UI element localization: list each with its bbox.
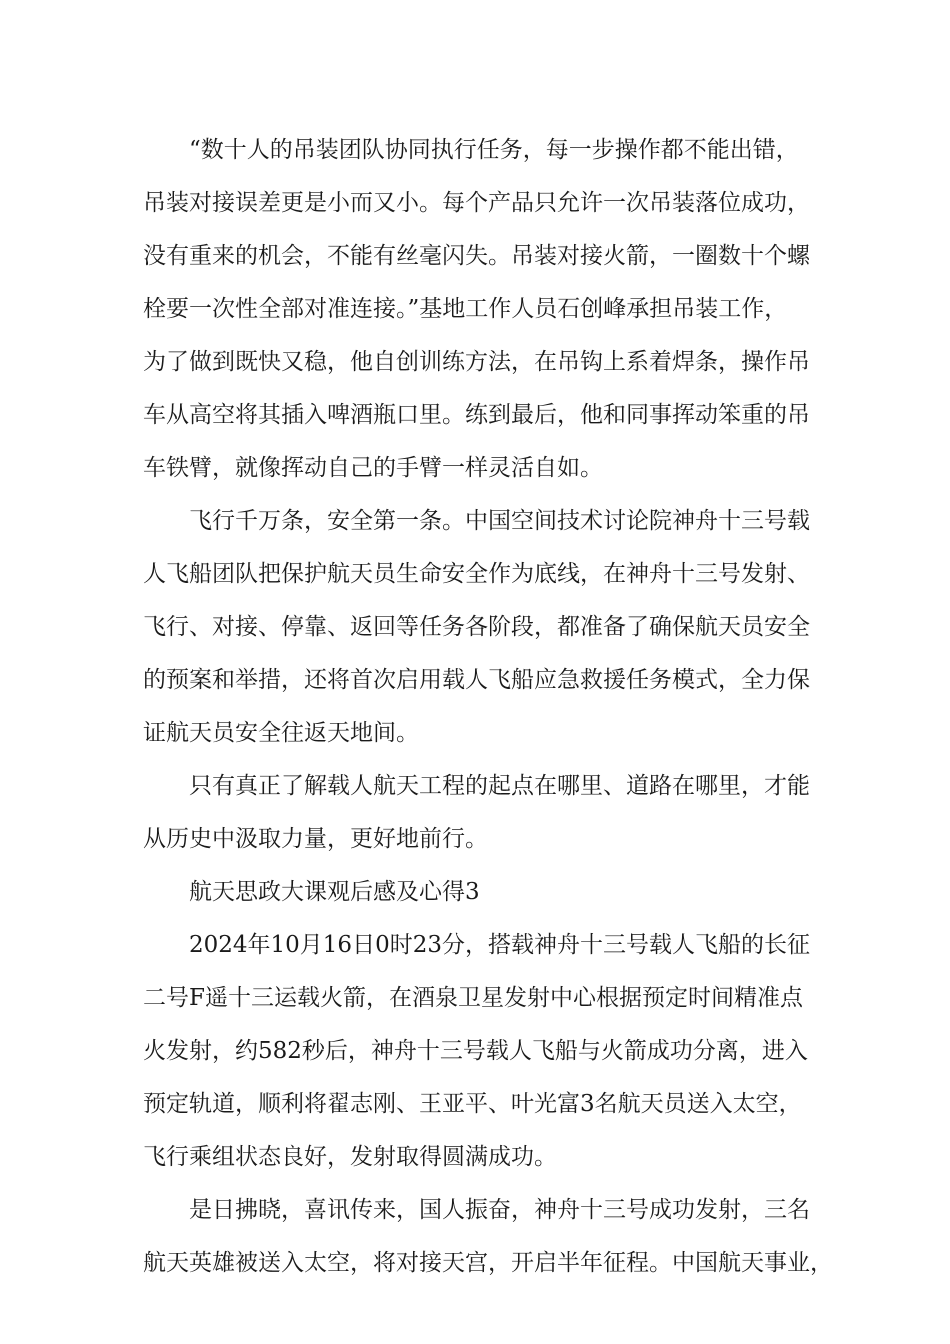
text-line: 为了做到既快又稳，他自创训练方法，在吊钩上系着焊条，操作吊 [143,349,810,375]
text-line: 是日拂晓，喜讯传来，国人振奋，神舟十三号成功发射，三名 [189,1197,810,1223]
text-line: 没有重来的机会，不能有丝毫闪失。吊装对接火箭，一圈数十个螺 [143,243,810,269]
text-line: “数十人的吊装团队协同执行任务，每一步操作都不能出错， [189,137,799,163]
text-line: 飞行千万条，安全第一条。中国空间技术讨论院神舟十三号载 [189,508,810,534]
text-line: 预定轨道，顺利将翟志刚、王亚平、叶光富3名航天员送入太空， [143,1091,802,1117]
text-line: 飞行乘组状态良好，发射取得圆满成功。 [143,1144,557,1170]
text-line: 车铁臂，就像挥动自己的手臂一样灵活自如。 [143,455,603,481]
text-line: 2024年10月16日0时23分，搭载神舟十三号载人飞船的长征 [189,932,810,958]
section-heading: 航天思政大课观后感及心得3 [189,879,480,905]
text-line: 车从高空将其插入啤酒瓶口里。练到最后，他和同事挥动笨重的吊 [143,402,810,428]
text-line: 从历史中汲取力量，更好地前行。 [143,826,488,852]
text-line: 人飞船团队把保护航天员生命安全作为底线，在神舟十三号发射、 [143,561,810,587]
text-line: 的预案和举措，还将首次启用载人飞船应急救援任务模式，全力保 [143,667,810,693]
text-line: 飞行、对接、停靠、返回等任务各阶段，都准备了确保航天员安全 [143,614,810,640]
text-line: 证航天员安全往返天地间。 [143,720,419,746]
text-line: 二号F遥十三运载火箭，在酒泉卫星发射中心根据预定时间精准点 [143,985,803,1011]
text-line: 栓要一次性全部对准连接。”基地工作人员石创峰承担吊装工作， [143,296,788,322]
text-line: 航天英雄被送入太空，将对接天宫，开启半年征程。中国航天事业， [143,1250,833,1276]
text-line: 火发射，约582秒后，神舟十三号载人飞船与火箭成功分离，进入 [143,1038,808,1064]
text-line: 吊装对接误差更是小而又小。每个产品只允许一次吊装落位成功， [143,190,810,216]
text-line: 只有真正了解载人航天工程的起点在哪里、道路在哪里，才能 [189,773,810,799]
